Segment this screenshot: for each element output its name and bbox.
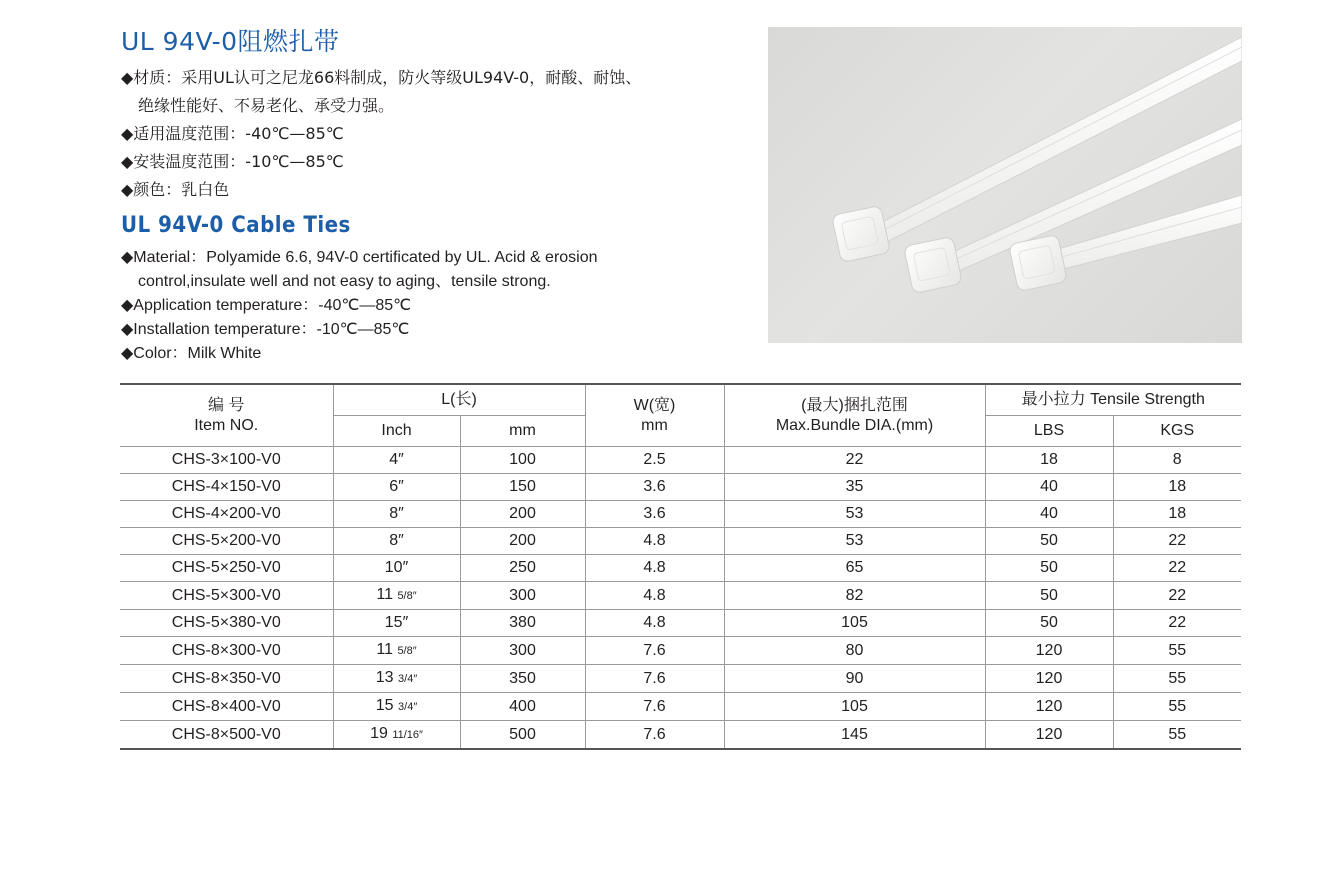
header-tensile: 最小拉力 Tensile Strength: [985, 384, 1241, 416]
cell-kgs: 55: [1113, 665, 1241, 693]
chinese-spec-material: ◆材质：采用UL认可之尼龙66料制成，防火等级UL94V-0，耐酸、耐蚀、: [121, 68, 642, 87]
cell-mm: 200: [460, 501, 585, 528]
cell-bundle-dia: 35: [724, 474, 985, 501]
cell-inch-whole: 13: [375, 669, 394, 686]
cell-kgs: 22: [1113, 610, 1241, 637]
chinese-spec-list: [121, 64, 741, 204]
cell-inch: [333, 555, 460, 582]
english-title: UL 94V-0 Cable Ties: [121, 213, 351, 238]
chinese-title: UL 94V-0阻燃扎带: [121, 27, 340, 56]
cell-kgs: 55: [1113, 693, 1241, 721]
english-spec-material-cont: control,insulate well and not easy to aging、tensile strong.: [138, 273, 551, 290]
english-spec-application-temp: ◆Application temperature：-40℃—85℃: [121, 297, 412, 314]
cell-mm: 300: [460, 582, 585, 610]
cell-width: 4.8: [585, 582, 724, 610]
cell-mm: 350: [460, 665, 585, 693]
cell-inch: [333, 693, 460, 721]
cell-bundle-dia: 82: [724, 582, 985, 610]
cell-bundle-dia: 65: [724, 555, 985, 582]
cell-inch-whole: 8″: [389, 532, 404, 549]
cell-inch: [333, 501, 460, 528]
cell-item: CHS-4×150-V0: [120, 474, 333, 501]
chinese-spec-application-temp: ◆适用温度范围：-40℃—85℃: [121, 124, 344, 143]
cell-kgs: 18: [1113, 474, 1241, 501]
cell-item: CHS-5×380-V0: [120, 610, 333, 637]
english-spec-installation-temp: ◆Installation temperature：-10℃—85℃: [121, 321, 410, 338]
cell-kgs: 55: [1113, 721, 1241, 750]
cell-lbs: 18: [985, 447, 1113, 474]
table-row: [120, 610, 1241, 637]
cell-inch-whole: 8″: [389, 505, 404, 522]
cell-inch: [333, 721, 460, 750]
english-spec-list: [121, 246, 741, 366]
header-item-cn: 编 号: [208, 396, 245, 414]
cell-mm: 150: [460, 474, 585, 501]
cell-kgs: 22: [1113, 528, 1241, 555]
chinese-spec-color: ◆颜色：乳白色: [121, 180, 230, 199]
cell-width: 7.6: [585, 693, 724, 721]
table-row: [120, 555, 1241, 582]
header-length: L(长): [333, 384, 585, 416]
table-row: [120, 474, 1241, 501]
cell-width: 4.8: [585, 610, 724, 637]
cell-bundle-dia: 90: [724, 665, 985, 693]
table-row: [120, 582, 1241, 610]
cell-item: CHS-5×250-V0: [120, 555, 333, 582]
cell-lbs: 120: [985, 693, 1113, 721]
english-spec-material: ◆Material：Polyamide 6.6, 94V-0 certificated by UL. Acid & erosion: [121, 249, 598, 266]
cell-item: CHS-5×300-V0: [120, 582, 333, 610]
cell-inch-fraction: 11/16″: [392, 729, 423, 741]
header-bundle-en: Max.Bundle DIA.(mm): [775, 416, 934, 434]
cell-inch: [333, 582, 460, 610]
cell-mm: 300: [460, 637, 585, 665]
cell-inch: [333, 665, 460, 693]
cell-bundle-dia: 145: [724, 721, 985, 750]
cell-inch-whole: 15″: [384, 614, 409, 631]
cell-lbs: 50: [985, 528, 1113, 555]
cell-mm: 200: [460, 528, 585, 555]
cell-inch-whole: 10″: [384, 559, 409, 576]
chinese-spec-material-cont: 绝缘性能好、不易老化、承受力强。: [138, 96, 395, 115]
cell-lbs: 50: [985, 610, 1113, 637]
table-row: [120, 637, 1241, 665]
spec-table: [120, 383, 1241, 750]
cell-width: 4.8: [585, 528, 724, 555]
header-mm: mm: [460, 416, 585, 447]
cell-lbs: 40: [985, 501, 1113, 528]
cell-inch-whole: 4″: [389, 451, 404, 468]
cell-inch-fraction: 5/8″: [397, 645, 417, 657]
cell-inch-fraction: 5/8″: [397, 590, 417, 602]
cable-ties-photo: [768, 27, 1242, 343]
cell-width: 7.6: [585, 665, 724, 693]
cell-inch-whole: 19: [370, 725, 388, 742]
cell-item: CHS-8×350-V0: [120, 665, 333, 693]
cell-mm: 250: [460, 555, 585, 582]
cell-mm: 100: [460, 447, 585, 474]
english-spec-color: ◆Color：Milk White: [121, 345, 262, 362]
header-width: [585, 384, 724, 447]
cell-lbs: 120: [985, 721, 1113, 750]
cell-bundle-dia: 22: [724, 447, 985, 474]
cell-bundle-dia: 105: [724, 610, 985, 637]
cell-inch: [333, 474, 460, 501]
cell-inch: [333, 447, 460, 474]
header-item-en: Item NO.: [194, 416, 259, 434]
cell-item: CHS-8×300-V0: [120, 637, 333, 665]
chinese-spec-installation-temp: ◆安装温度范围：-10℃—85℃: [121, 152, 344, 171]
cell-inch-fraction: 3/4″: [398, 701, 418, 713]
cell-inch-whole: 15: [375, 697, 394, 714]
cell-inch: [333, 637, 460, 665]
cell-lbs: 50: [985, 582, 1113, 610]
cell-item: CHS-3×100-V0: [120, 447, 333, 474]
table-row: [120, 501, 1241, 528]
cell-kgs: 55: [1113, 637, 1241, 665]
cell-item: CHS-8×400-V0: [120, 693, 333, 721]
table-row: [120, 665, 1241, 693]
cell-bundle-dia: 53: [724, 501, 985, 528]
cell-width: 4.8: [585, 555, 724, 582]
cell-inch-whole: 11: [376, 586, 393, 603]
cell-width: 3.6: [585, 474, 724, 501]
cell-kgs: 18: [1113, 501, 1241, 528]
cell-lbs: 120: [985, 665, 1113, 693]
cell-inch: [333, 528, 460, 555]
header-inch: Inch: [333, 416, 460, 447]
cable-tie-3: [1009, 195, 1242, 292]
header-bundle-cn: (最大)捆扎范围: [801, 396, 908, 414]
cell-item: CHS-4×200-V0: [120, 501, 333, 528]
cell-lbs: 50: [985, 555, 1113, 582]
header-bundle: [724, 384, 985, 447]
cell-bundle-dia: 80: [724, 637, 985, 665]
cell-mm: 500: [460, 721, 585, 750]
cell-mm: 400: [460, 693, 585, 721]
table-row: [120, 721, 1241, 750]
cell-lbs: 120: [985, 637, 1113, 665]
cell-bundle-dia: 53: [724, 528, 985, 555]
cell-bundle-dia: 105: [724, 693, 985, 721]
header-lbs: LBS: [985, 416, 1113, 447]
cell-inch-whole: 11: [376, 641, 393, 658]
table-row: [120, 528, 1241, 555]
cell-kgs: 8: [1113, 447, 1241, 474]
header-width-unit: mm: [641, 416, 668, 434]
spec-table-body: [120, 447, 1241, 750]
cable-ties-illustration: [768, 27, 1242, 343]
cell-kgs: 22: [1113, 555, 1241, 582]
cell-inch-fraction: 3/4″: [398, 673, 418, 685]
cell-lbs: 40: [985, 474, 1113, 501]
cell-inch-whole: 6″: [389, 478, 404, 495]
header-kgs: KGS: [1113, 416, 1241, 447]
cell-width: 2.5: [585, 447, 724, 474]
cell-width: 7.6: [585, 637, 724, 665]
header-item: [120, 384, 333, 447]
cell-inch: [333, 610, 460, 637]
cell-kgs: 22: [1113, 582, 1241, 610]
cell-item: CHS-5×200-V0: [120, 528, 333, 555]
cell-item: CHS-8×500-V0: [120, 721, 333, 750]
table-row: [120, 693, 1241, 721]
cell-width: 7.6: [585, 721, 724, 750]
table-row: [120, 447, 1241, 474]
cell-mm: 380: [460, 610, 585, 637]
header-width-label: W(宽): [633, 396, 676, 414]
cell-width: 3.6: [585, 501, 724, 528]
